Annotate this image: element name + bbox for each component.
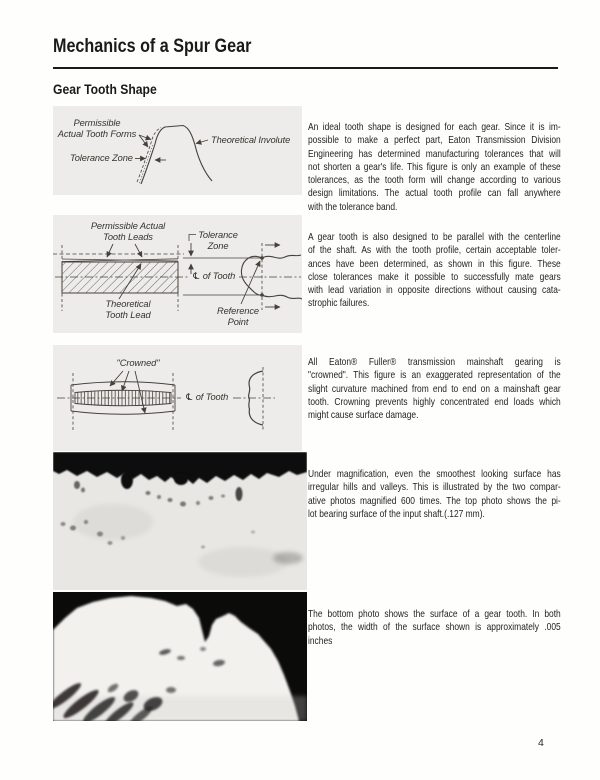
crowned-diagram	[53, 345, 302, 451]
label-theoretical-tooth-lead: Theoretical Tooth Lead	[105, 299, 151, 320]
paragraph-surface-bottom-photo: The bottom photo shows the surface of a gear tooth. In both photos, the width of the surface shown is approximately .005 inches	[308, 609, 561, 647]
page-number: 4	[538, 737, 544, 749]
label-tolerance-zone: Tolerance Zone	[198, 230, 238, 251]
label-reference-point: Reference Point	[217, 306, 259, 327]
label-tolerance-zone: Tolerance Zone	[70, 153, 133, 163]
page-title: Mechanics of a Spur Gear	[53, 36, 252, 57]
crowned-tooth-figure	[53, 345, 302, 451]
tooth-lead-figure	[53, 215, 302, 333]
paragraph-surface-top-photo: Under magnification, even the smoothest looking surface has irregular hills and valleys. This is illustrated by the two compar- ative photos magnified 600 times. The top photo shows the pi- lot bearing surface of the input shaft.(.127 mm).	[308, 469, 561, 520]
label-crowned: "Crowned"	[116, 358, 160, 368]
section-heading: Gear Tooth Shape	[53, 82, 157, 97]
paragraph-tooth-shape: An ideal tooth shape is designed for each gear. Since it is im- possible to make a perfect part, Eaton Transmission Division Engineering has determined manufacturing tolerances that will not shorten a gear's life. This figure is only an example of these tolerances, as the tooth form will change according to various design limitations. The actual tooth profile can fall anywhere with the tolerance band.	[308, 122, 561, 213]
label-centerline-of-tooth: ℄ of Tooth	[192, 271, 236, 281]
paragraph-tooth-lead: A gear tooth is also designed to be parallel with the centerline of the shaft. As with the tooth profile, certain acceptable toler- ances have been determined, as shown in this figure. These close tolerances make it possible to successfully mate gears with lead variation in opposite directions without causing cata- strophic failures.	[308, 232, 561, 310]
label-centerline-of-tooth: ℄ of Tooth	[185, 392, 229, 402]
tooth-profile-figure	[53, 106, 302, 195]
label-permissible-actual-tooth-leads: Permissible Actual Tooth Leads	[90, 221, 166, 242]
magnified-surface-photo-top	[53, 452, 307, 590]
paragraph-crowned: All Eaton® Fuller® transmission mainshaft gearing is "crowned". This figure is an exaggerated representation of the slight curvature machined from end to end on a mainshaft gear tooth. Crowning prevents highly concentrated end loads which might cause surface damage.	[308, 357, 561, 422]
label-permissible-actual-tooth-forms: Permissible Actual Tooth Forms	[57, 118, 137, 139]
label-theoretical-involute: Theoretical Involute	[211, 135, 291, 145]
title-rule	[53, 67, 558, 69]
magnified-surface-photo-bottom	[53, 592, 307, 721]
